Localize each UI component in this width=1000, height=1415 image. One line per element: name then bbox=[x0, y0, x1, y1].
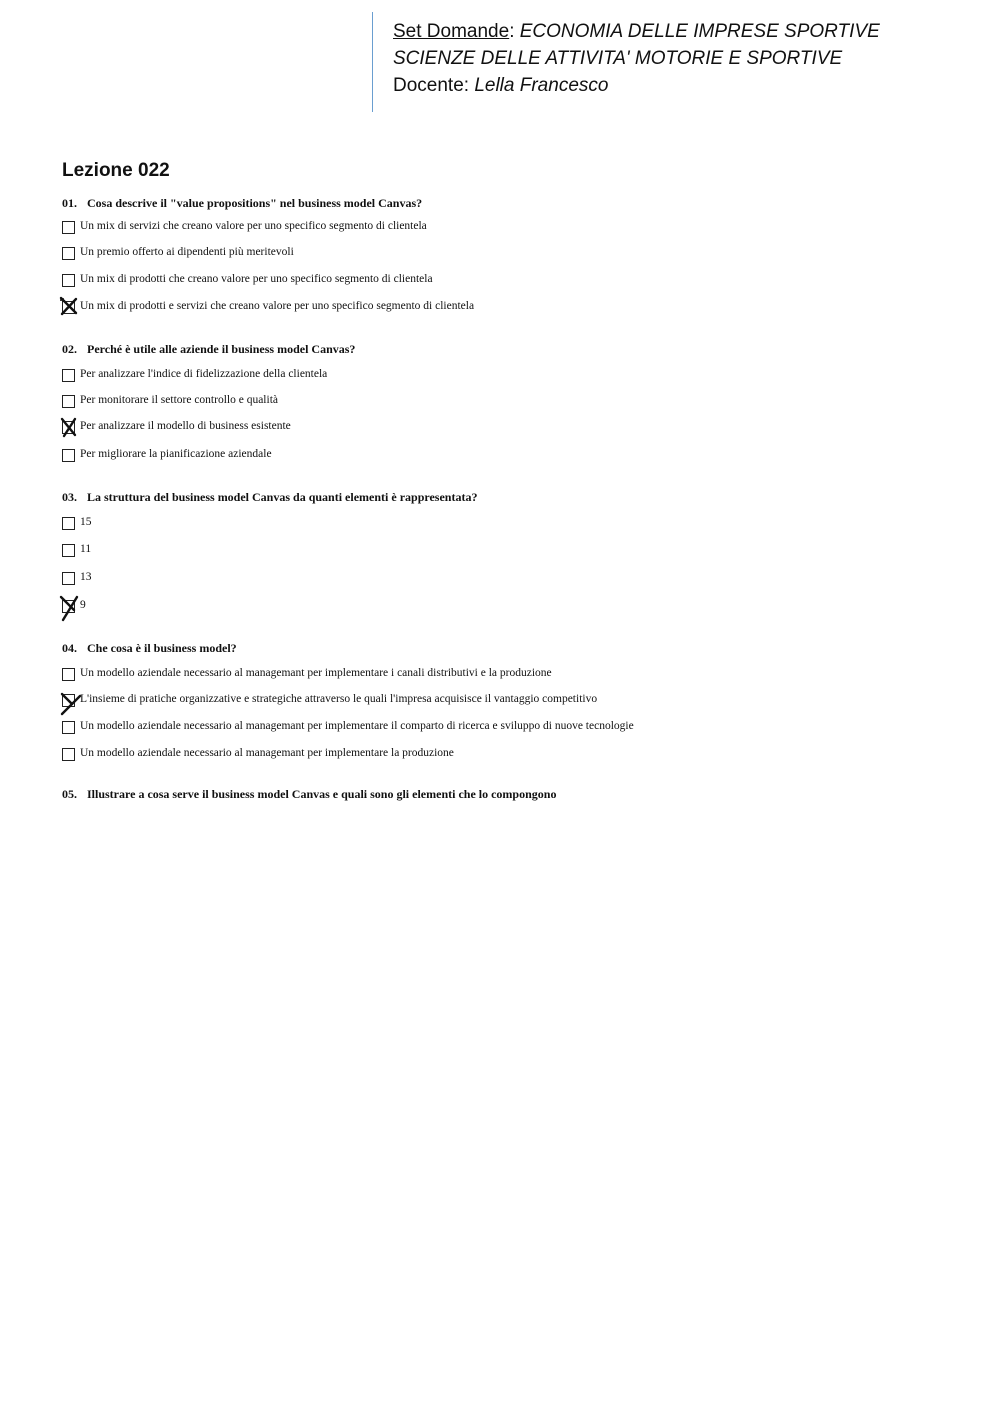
checkbox[interactable] bbox=[62, 517, 75, 530]
option-text: Un mix di servizi che creano valore per uno specifico segmento di clientela bbox=[80, 220, 427, 232]
teacher-label: Docente: bbox=[393, 75, 470, 96]
option-text: Per analizzare il modello di business esistente bbox=[80, 420, 291, 432]
option-text: Un mix di prodotti che creano valore per uno specifico segmento di clientela bbox=[80, 273, 433, 285]
question-number: 04. bbox=[62, 641, 77, 655]
option-text: Un premio offerto ai dipendenti più meritevoli bbox=[80, 246, 294, 258]
checkbox[interactable] bbox=[62, 369, 75, 382]
question-02 bbox=[62, 342, 355, 357]
teacher-line bbox=[393, 75, 608, 97]
option-text: L'insieme di pratiche organizzative e strategiche attraverso le quali l'impresa acquisisce il vantaggio competitivo bbox=[80, 693, 598, 705]
set-domande-label: Set Domande bbox=[393, 21, 510, 42]
checkbox[interactable] bbox=[62, 572, 75, 585]
checkbox[interactable] bbox=[62, 668, 75, 681]
option-text: 15 bbox=[80, 516, 92, 528]
option-text: Un modello aziendale necessario al managemant per implementare la produzione bbox=[80, 747, 454, 759]
option-text: 9 bbox=[80, 599, 86, 611]
lesson-title: Lezione 022 bbox=[62, 160, 170, 181]
checkbox-checked[interactable] bbox=[62, 301, 75, 314]
question-text: Che cosa è il business model? bbox=[87, 641, 237, 655]
question-text: Cosa descrive il "value propositions" nel business model Canvas? bbox=[87, 196, 423, 210]
checkbox[interactable] bbox=[62, 395, 75, 408]
option-text: 13 bbox=[80, 571, 92, 583]
option-text: Un mix di prodotti e servizi che creano valore per uno specifico segmento di clientela bbox=[80, 300, 475, 312]
question-number: 02. bbox=[62, 342, 77, 356]
option-text: Un modello aziendale necessario al managemant per implementare il comparto di ricerca e sviluppo di nuove tecnologie bbox=[80, 720, 634, 732]
option-text: 11 bbox=[80, 543, 92, 555]
course-title: ECONOMIA DELLE IMPRESE SPORTIVE bbox=[519, 21, 880, 42]
question-text: Illustrare a cosa serve il business model Canvas e quali sono gli elementi che lo compongono bbox=[87, 787, 557, 801]
question-number: 05. bbox=[62, 787, 77, 801]
question-05 bbox=[62, 787, 556, 802]
header-course-line bbox=[393, 21, 880, 43]
checkbox-checked[interactable] bbox=[62, 600, 75, 613]
question-01 bbox=[62, 196, 422, 211]
checkbox[interactable] bbox=[62, 449, 75, 462]
question-03 bbox=[62, 490, 477, 505]
checkbox[interactable] bbox=[62, 221, 75, 234]
question-04 bbox=[62, 641, 237, 656]
teacher-name: Lella Francesco bbox=[474, 75, 609, 96]
option-text: Per migliorare la pianificazione aziendale bbox=[80, 448, 272, 460]
option-text: Per analizzare l'indice di fidelizzazione della clientela bbox=[80, 368, 328, 380]
degree-name: SCIENZE DELLE ATTIVITA' MOTORIE E SPORTIVE bbox=[393, 48, 843, 69]
checkbox-checked[interactable] bbox=[62, 421, 75, 434]
header-colon: : bbox=[509, 21, 515, 42]
option-text: Per monitorare il settore controllo e qualità bbox=[80, 394, 278, 406]
checkbox[interactable] bbox=[62, 544, 75, 557]
option-text: Un modello aziendale necessario al managemant per implementare i canali distributivi e la produzione bbox=[80, 667, 552, 679]
question-text: Perché è utile alle aziende il business model Canvas? bbox=[87, 342, 356, 356]
question-number: 03. bbox=[62, 490, 77, 504]
checkbox[interactable] bbox=[62, 247, 75, 260]
checkbox[interactable] bbox=[62, 748, 75, 761]
checkbox[interactable] bbox=[62, 274, 75, 287]
question-text: La struttura del business model Canvas da quanti elementi è rappresentata? bbox=[87, 490, 478, 504]
checkbox[interactable] bbox=[62, 721, 75, 734]
question-number: 01. bbox=[62, 196, 77, 210]
checkbox-checked[interactable] bbox=[62, 694, 75, 707]
document-header bbox=[372, 12, 973, 112]
